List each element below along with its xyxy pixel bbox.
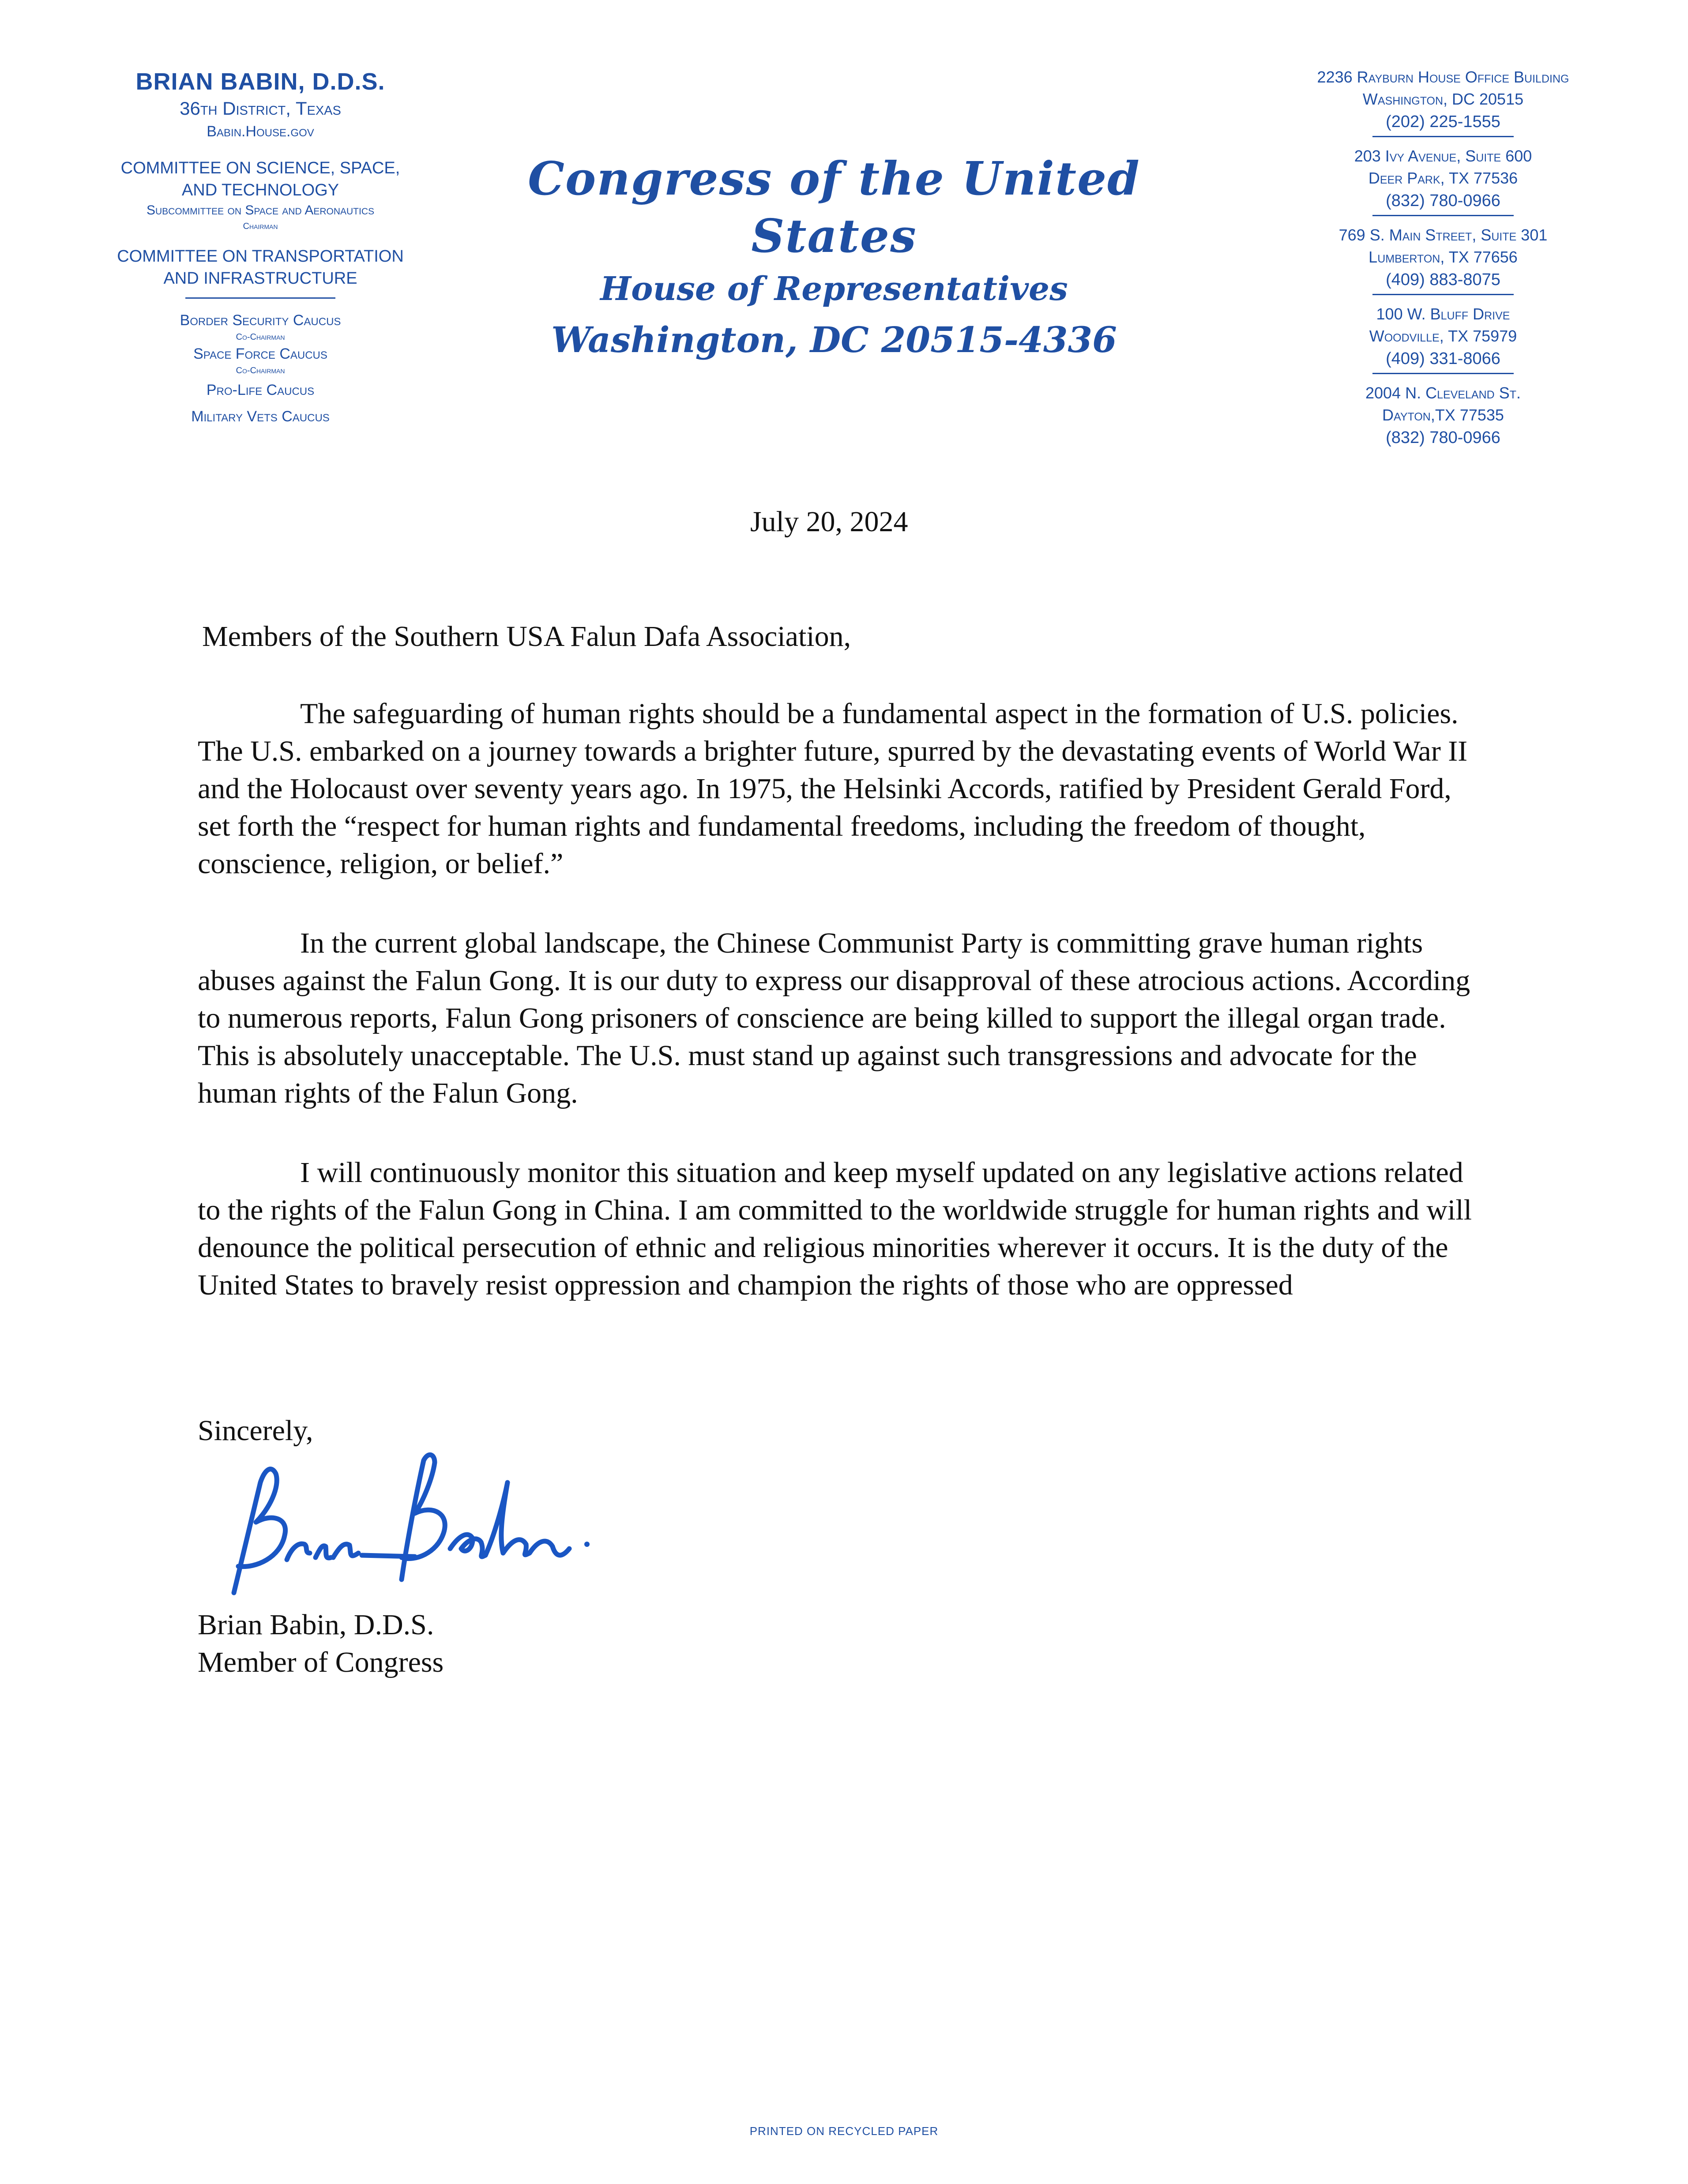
office-address-line2: Washington, DC 20515: [1362, 90, 1524, 108]
office-address-line2: Woodville, TX 75979: [1369, 327, 1517, 345]
office-deer-park: [1271, 145, 1615, 216]
office-address-line2: Deer Park, TX 77536: [1368, 169, 1518, 187]
paragraph-text: The safeguarding of human rights should be a fundamental aspect in the formation of U.S. policies. The U.S. embarked on a journey towards a brighter future, spurred by the devastating events of World War II and the Holocaust over seventy years ago. In 1975, the Helsinki Accords, ratified by President Gerald Ford, set forth the “respect for human rights and fundamental freedoms, including the freedom of thought, conscience, religion, or belief.”: [198, 698, 1468, 880]
divider: [1372, 373, 1514, 374]
letter-date: July 20, 2024: [750, 506, 908, 538]
member-name: BRIAN BABIN, D.D.S.: [135, 68, 385, 95]
letterhead-right-column: [1271, 66, 1615, 457]
body-paragraph: [198, 695, 1491, 882]
house-subtitle: House of Representatives: [600, 270, 1068, 308]
office-phone: (202) 225-1555: [1386, 113, 1500, 131]
letterhead-center-title: [459, 150, 1209, 366]
office-address-line1: 100 W. Bluff Drive: [1376, 305, 1510, 323]
recycled-paper-notice: PRINTED ON RECYCLED PAPER: [749, 2124, 939, 2138]
member-district: 36th District, Texas: [180, 98, 341, 119]
office-lumberton: [1271, 224, 1615, 295]
committee-transportation-line2: AND INFRASTRUCTURE: [163, 269, 357, 288]
office-phone: (409) 331-8066: [1386, 349, 1500, 368]
caucus-border-security: Border Security Caucus: [180, 312, 341, 329]
congress-title: Congress of the United States: [528, 151, 1140, 263]
paragraph-text: I will continuously monitor this situation and keep myself updated on any legislative actions related to the rights of the Falun Gong in China. I am committed to the worldwide struggle for human rights and will denounce the political persecution of ethnic and religious minorities wherever it occurs. It is the duty of the United States to bravely resist oppression and champion the rights of those who are oppressed: [198, 1156, 1472, 1301]
city-line: Washington, DC 20515-4336: [551, 319, 1117, 360]
caucus-space-force: Space Force Caucus: [193, 345, 327, 362]
office-address-line1: 2236 Rayburn House Office Building: [1317, 68, 1569, 86]
handwritten-signature: [194, 1447, 618, 1606]
caucus-space-force-role: Co-Chairman: [236, 366, 285, 375]
committee-science-line1: COMMITTEE ON SCIENCE, SPACE,: [120, 159, 400, 177]
office-dc: [1271, 66, 1615, 137]
member-website: Babin.House.gov: [207, 123, 314, 140]
committee-science-line2: AND TECHNOLOGY: [181, 181, 339, 199]
committee-transportation-line1: COMMITTEE ON TRANSPORTATION: [117, 247, 404, 266]
paragraph-text: In the current global landscape, the Chinese Communist Party is committing grave human rights abuses against the Falun Gong. It is our duty to express our disapproval of these atrocious actions. According to numerous reports, Falun Gong prisoners of conscience are being killed to support the illegal organ trade. This is absolutely unacceptable. The U.S. must stand up against such transgressions and advocate for the human rights of the Falun Gong.: [198, 927, 1470, 1109]
office-address-line2: Dayton,TX 77535: [1382, 406, 1504, 424]
divider: [1372, 215, 1514, 216]
office-phone: (832) 780-0966: [1386, 428, 1500, 447]
caucus-pro-life: Pro-Life Caucus: [206, 382, 315, 398]
letterhead-left-column: [88, 66, 432, 427]
divider: [1372, 294, 1514, 295]
office-address-line1: 769 S. Main Street, Suite 301: [1338, 226, 1548, 244]
office-phone: (409) 883-8075: [1386, 270, 1500, 289]
office-woodville: [1271, 303, 1615, 374]
salutation: Members of the Southern USA Falun Dafa Association,: [202, 620, 851, 653]
divider: [1372, 136, 1514, 137]
office-address-line1: 2004 N. Cleveland St.: [1365, 384, 1521, 402]
body-paragraph: [198, 1154, 1491, 1304]
office-address-line2: Lumberton, TX 77656: [1368, 248, 1518, 266]
subcommittee-space: Subcommittee on Space and Aeronautics: [146, 203, 375, 218]
office-dayton: [1271, 382, 1615, 449]
signer-name: Brian Babin, D.D.S.: [198, 1609, 434, 1641]
signer-title: Member of Congress: [198, 1646, 444, 1678]
subcommittee-role: Chairman: [243, 221, 278, 231]
body-paragraph: [198, 924, 1491, 1112]
caucus-military-vets: Military Vets Caucus: [191, 408, 330, 425]
divider: [185, 297, 335, 299]
office-address-line1: 203 Ivy Avenue, Suite 600: [1354, 147, 1532, 165]
closing: Sincerely,: [198, 1415, 313, 1447]
office-phone: (832) 780-0966: [1386, 191, 1500, 210]
caucus-border-security-role: Co-Chairman: [236, 332, 285, 342]
